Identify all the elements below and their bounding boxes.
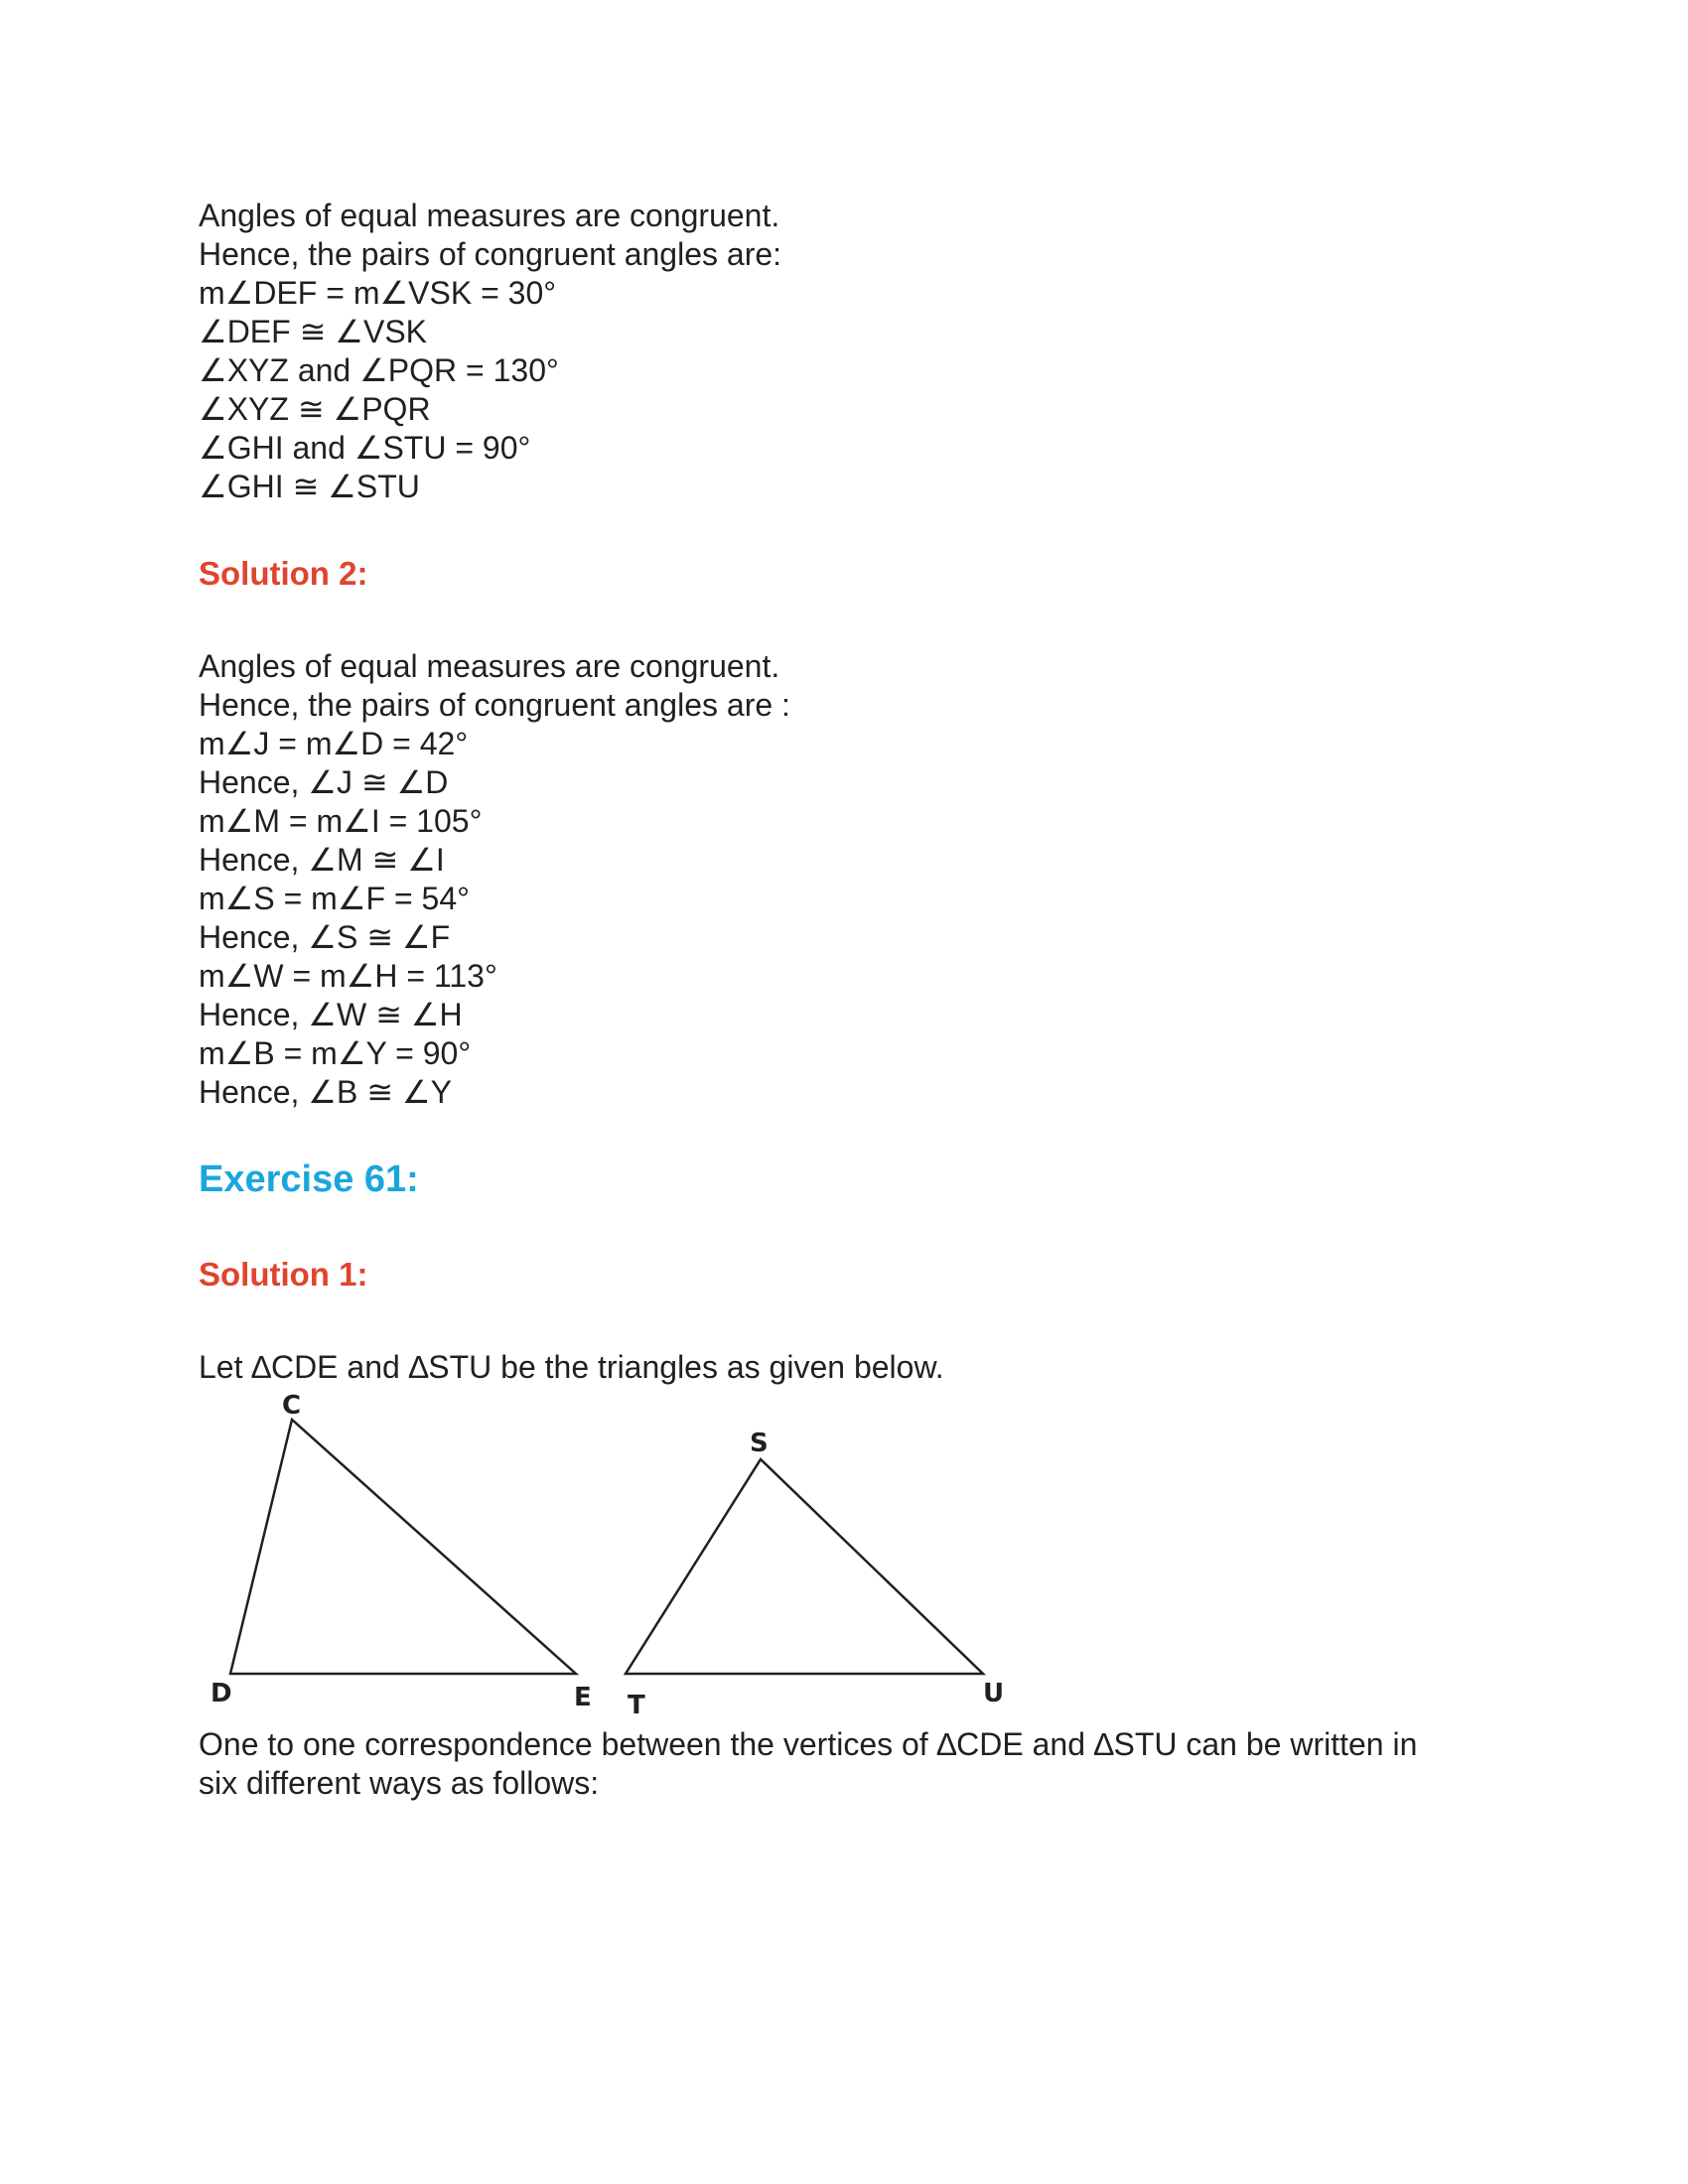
text-line: m∠M = m∠I = 105° <box>199 803 483 839</box>
solution-1-heading: Solution 1: <box>199 1256 368 1293</box>
text-line: m∠B = m∠Y = 90° <box>199 1035 472 1071</box>
text-line: ∠XYZ and ∠PQR = 130° <box>199 352 559 388</box>
vertex-label-e: E <box>574 1683 592 1712</box>
triangle-stu <box>626 1459 983 1674</box>
text-line: One to one correspondence between the vertices of ∆CDE and ∆STU can be written in <box>199 1726 1418 1762</box>
text-line: m∠S = m∠F = 54° <box>199 881 470 916</box>
solution-2-body <box>199 647 790 1112</box>
vertex-label-u: U <box>983 1679 1005 1708</box>
text-line: Hence, ∠J ≅ ∠D <box>199 764 449 800</box>
vertex-label-c: C <box>282 1391 302 1421</box>
vertex-label-d: D <box>211 1679 232 1708</box>
text-line: Hence, ∠B ≅ ∠Y <box>199 1074 452 1110</box>
text-line: Hence, the pairs of congruent angles are: <box>199 236 782 272</box>
solution-2-heading: Solution 2: <box>199 555 368 592</box>
section-angles-congruent <box>199 197 781 506</box>
triangles-figure <box>199 1390 1043 1727</box>
triangle-cde <box>230 1420 576 1674</box>
text-line: ∠DEF ≅ ∠VSK <box>199 314 427 349</box>
text-line: m∠J = m∠D = 42° <box>199 726 469 761</box>
solution-1-intro: Let ∆CDE and ∆STU be the triangles as given below. <box>199 1349 944 1385</box>
text-line: Hence, the pairs of congruent angles are : <box>199 687 790 723</box>
text-line: m∠DEF = m∠VSK = 30° <box>199 275 557 311</box>
vertex-label-s: S <box>750 1429 769 1458</box>
text-line: Hence, ∠W ≅ ∠H <box>199 997 463 1032</box>
solution-1-outro <box>199 1725 1417 1803</box>
text-line: ∠GHI ≅ ∠STU <box>199 469 420 504</box>
text-line: ∠GHI and ∠STU = 90° <box>199 430 531 466</box>
text-line: Angles of equal measures are congruent. <box>199 198 780 233</box>
text-line: Angles of equal measures are congruent. <box>199 648 780 684</box>
text-line: m∠W = m∠H = 113° <box>199 958 497 994</box>
exercise-heading: Exercise 61: <box>199 1159 419 1200</box>
vertex-label-t: T <box>628 1691 645 1720</box>
text-line: six different ways as follows: <box>199 1765 600 1801</box>
text-line: Hence, ∠S ≅ ∠F <box>199 919 451 955</box>
text-line: Hence, ∠M ≅ ∠I <box>199 842 445 878</box>
text-line: ∠XYZ ≅ ∠PQR <box>199 391 431 427</box>
